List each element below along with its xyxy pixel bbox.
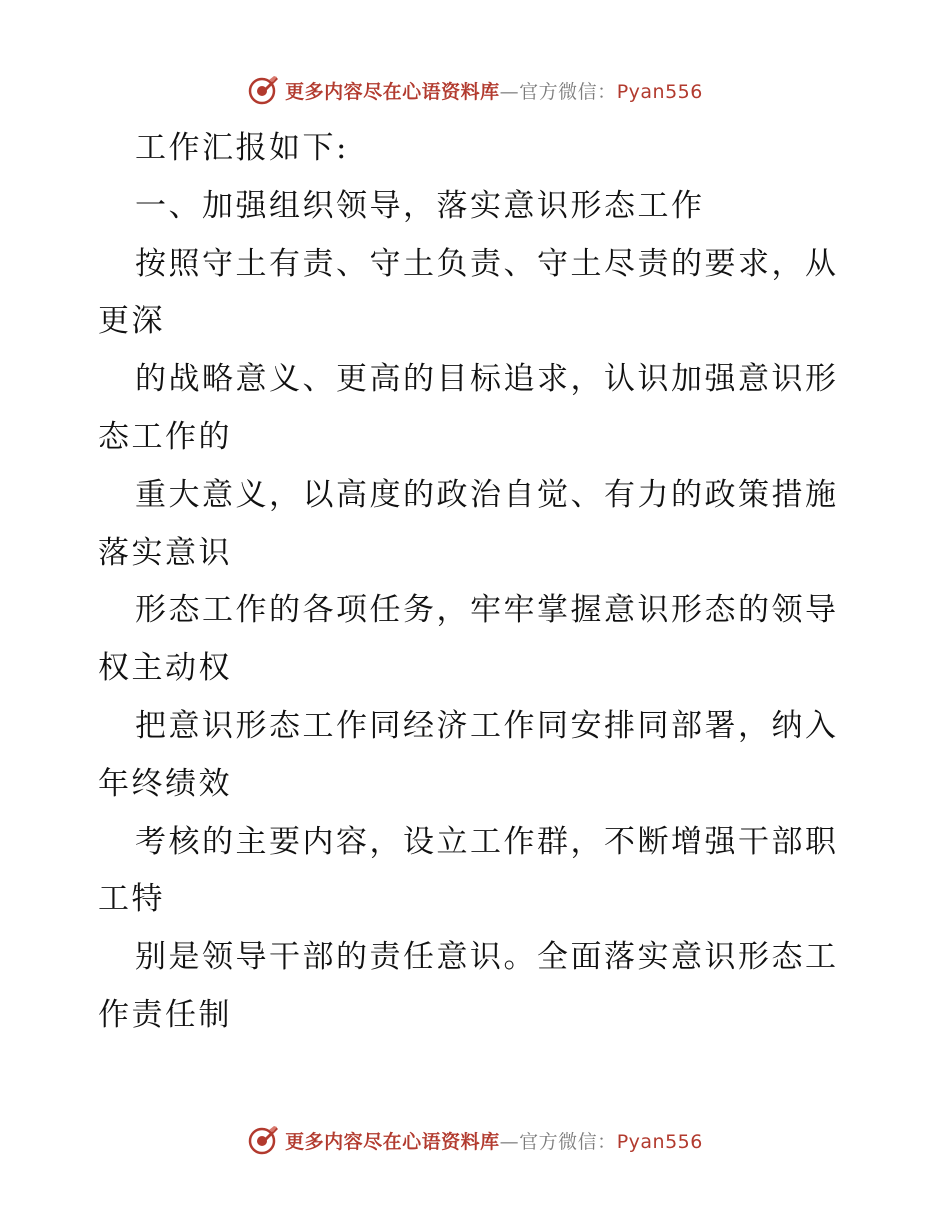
body-line: 落实意识 [98,534,232,571]
body-line: 别是领导干部的责任意识。全面落实意识形态工 [135,939,839,976]
body-line: 形态工作的各项任务，牢牢掌握意识形态的领导 [135,592,839,629]
watermark-id: Pyan556 [616,1130,703,1153]
body-line: 更深 [98,303,165,340]
body-line: 考核的主要内容，设立工作群，不断增强干部职 [135,823,839,860]
body-line: 按照守土有责、守土负责、守土尽责的要求，从 [135,245,839,282]
body-line: 态工作的 [98,418,232,455]
quill-seal-icon [247,1124,279,1156]
watermark-brand: 更多内容尽在心语资料库 [285,80,500,103]
document-body [98,120,858,1045]
quill-seal-icon [247,74,279,106]
watermark-separator: — [499,80,520,103]
body-line: 的战略意义、更高的目标追求，认识加强意识形 [135,361,839,398]
body-line: 重大意义，以高度的政治自觉、有力的政策措施 [135,476,839,513]
watermark-id: Pyan556 [616,80,703,103]
watermark-separator: — [499,1130,520,1153]
body-line: 把意识形态工作同经济工作同安排同部署，纳入 [135,707,839,744]
header-watermark [0,70,950,110]
body-line: 工特 [98,881,165,918]
watermark-label: 官方微信： [519,80,617,103]
footer-watermark [0,1120,950,1160]
body-line: 年终绩效 [98,765,232,802]
body-line: 工作汇报如下: [135,130,349,166]
watermark-label: 官方微信： [519,1130,617,1153]
watermark-brand: 更多内容尽在心语资料库 [285,1130,500,1153]
body-line: 作责任制 [98,996,232,1033]
body-line: 权主动权 [98,650,232,687]
section-heading: 一、加强组织领导，落实意识形态工作 [135,187,705,224]
